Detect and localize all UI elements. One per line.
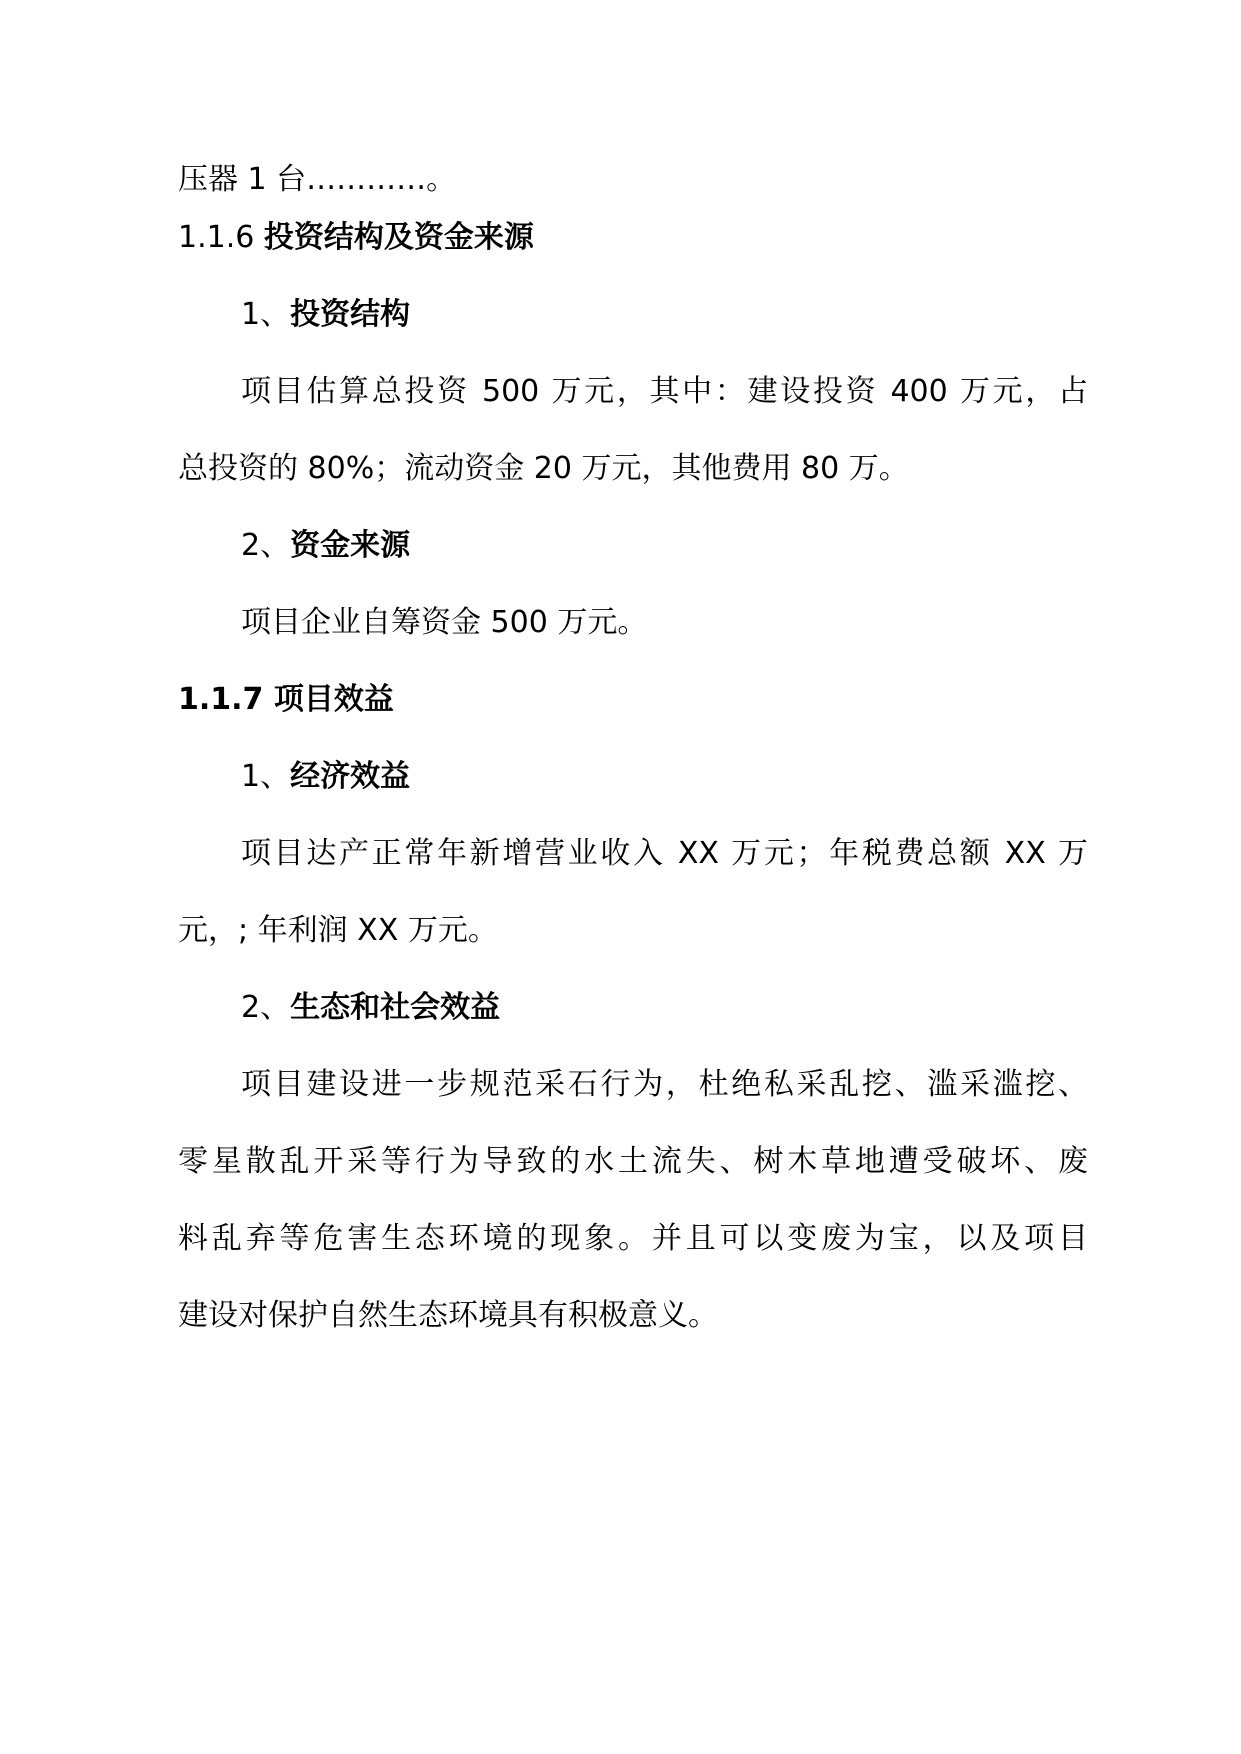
- paragraph-line: 压器 1 台…………。: [178, 162, 457, 197]
- paragraph-line: 总投资的 80%；流动资金 20 万元，其他费用 80 万。: [178, 451, 909, 486]
- paragraph-line: 项目达产正常年新增营业收入 XX 万元；年税费总额 XX 万: [241, 836, 1088, 871]
- section-heading-1-1-6: [178, 218, 534, 258]
- subheading-title: 生态和社会效益: [290, 990, 501, 1025]
- paragraph-line: 零星散乱开采等行为导致的水土流失、树木草地遭受破坏、废: [178, 1144, 1088, 1179]
- subheading-funding-source: [241, 526, 410, 566]
- subheading-number: 2、: [241, 990, 291, 1025]
- paragraph-line: 项目建设进一步规范采石行为，杜绝私采乱挖、滥采滥挖、: [241, 1067, 1088, 1102]
- subheading-ecological-social-benefit: [241, 988, 500, 1028]
- paragraph-line: 项目企业自筹资金 500 万元。: [241, 605, 648, 640]
- subheading-number: 2、: [241, 528, 291, 563]
- section-number: 1.1.6: [178, 220, 264, 255]
- subheading-economic-benefit: [241, 757, 410, 797]
- paragraph-line: 建设对保护自然生态环境具有积极意义。: [178, 1298, 718, 1333]
- subheading-title: 投资结构: [290, 297, 411, 332]
- subheading-title: 资金来源: [290, 528, 411, 563]
- section-heading-1-1-7: 1.1.7 项目效益: [178, 682, 394, 717]
- paragraph-line: 项目估算总投资 500 万元，其中：建设投资 400 万元，占: [241, 374, 1088, 409]
- section-title: 投资结构及资金来源: [263, 220, 534, 255]
- subheading-number: 1、: [241, 759, 291, 794]
- paragraph-line: 元，; 年利润 XX 万元。: [178, 913, 498, 948]
- subheading-investment-structure: [241, 295, 410, 335]
- subheading-number: 1、: [241, 297, 291, 332]
- paragraph-line: 料乱弃等危害生态环境的现象。并且可以变废为宝，以及项目: [178, 1221, 1088, 1256]
- subheading-title: 经济效益: [290, 759, 411, 794]
